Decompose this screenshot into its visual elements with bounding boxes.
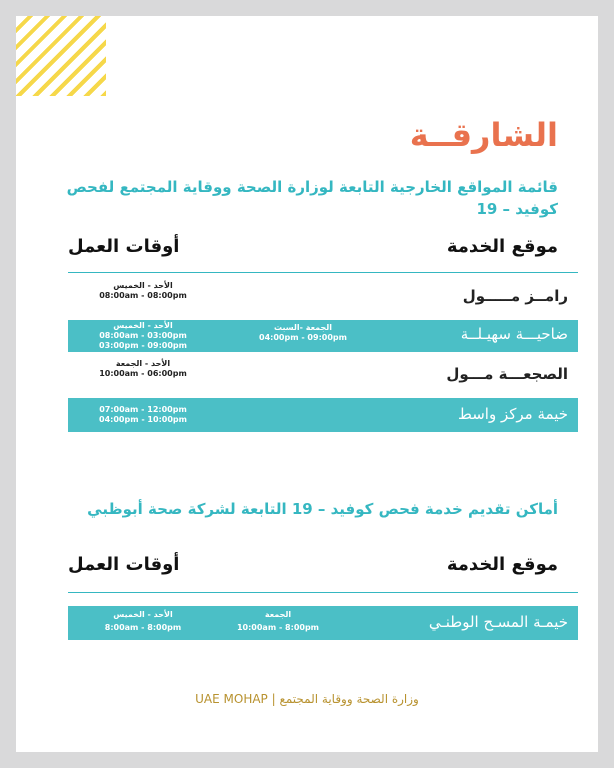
hours-line: 10:00am - 06:00pm xyxy=(99,369,187,378)
hours-line: 10:00am - 8:00pm xyxy=(236,623,320,632)
header-hours: أوقات العمل xyxy=(68,236,180,257)
hours-column xyxy=(68,321,218,351)
table-row xyxy=(68,398,578,432)
decorative-stripes xyxy=(16,16,106,96)
header-location: موقع الخدمة xyxy=(446,554,558,575)
days-label: الأحد - الخميس xyxy=(113,610,173,619)
table-row xyxy=(68,360,578,392)
header-divider xyxy=(68,272,578,273)
header-hours: أوقات العمل xyxy=(68,554,180,575)
days-label: الجمعة -السبت xyxy=(274,323,332,332)
days-label: الأحد - الخميس xyxy=(113,321,173,330)
hours-column xyxy=(68,405,218,425)
location-name: الصجعـــة مـــول xyxy=(446,365,568,383)
table-row xyxy=(68,606,578,640)
hours-column xyxy=(68,359,218,379)
days-label: الأحد - الخميس xyxy=(113,281,173,290)
location-name: خيمة مركز واسط xyxy=(458,405,568,423)
days-label: الأحد - الجمعة xyxy=(115,359,171,368)
hours-line: 04:00pm - 09:00pm xyxy=(259,333,347,342)
hours-line: 04:00pm - 10:00pm xyxy=(99,415,187,424)
page-title: الشارقــة xyxy=(409,116,558,154)
hours-line: 03:00pm - 09:00pm xyxy=(99,341,187,350)
footer-logo-text: UAE MOHAP | وزارة الصحة ووقاية المجتمع xyxy=(195,692,419,706)
hours-line: 07:00am - 12:00pm xyxy=(99,405,187,414)
location-name: رامــز مـــــول xyxy=(462,287,568,305)
header-divider xyxy=(68,592,578,593)
hours-line: 08:00am - 03:00pm xyxy=(99,331,187,340)
location-name: خيمـة المسـح الوطنـي xyxy=(428,613,568,631)
header-location: موقع الخدمة xyxy=(446,236,558,257)
document-card xyxy=(16,16,598,752)
hours-line: 08:00am - 08:00pm xyxy=(99,291,187,300)
location-name: ضاحيـــة سهيـلــة xyxy=(460,325,568,343)
days-label: الجمعة xyxy=(264,610,292,619)
hours-column xyxy=(228,323,378,343)
hours-column xyxy=(68,281,218,301)
hours-column xyxy=(68,610,218,633)
table-row xyxy=(68,282,578,314)
abudhabi-subtitle: أماكن تقديم خدمة فحص كوفيد – 19 التابعة لشركة صحة أبوظبي xyxy=(87,500,558,518)
sharjah-subtitle: قائمة المواقع الخارجية التابعة لوزارة الصحة ووقاية المجتمع لفحص كوفيد – 19 xyxy=(66,178,558,218)
table-row xyxy=(68,320,578,352)
hours-line: 8:00am - 8:00pm xyxy=(104,623,182,632)
hours-column xyxy=(218,610,338,633)
